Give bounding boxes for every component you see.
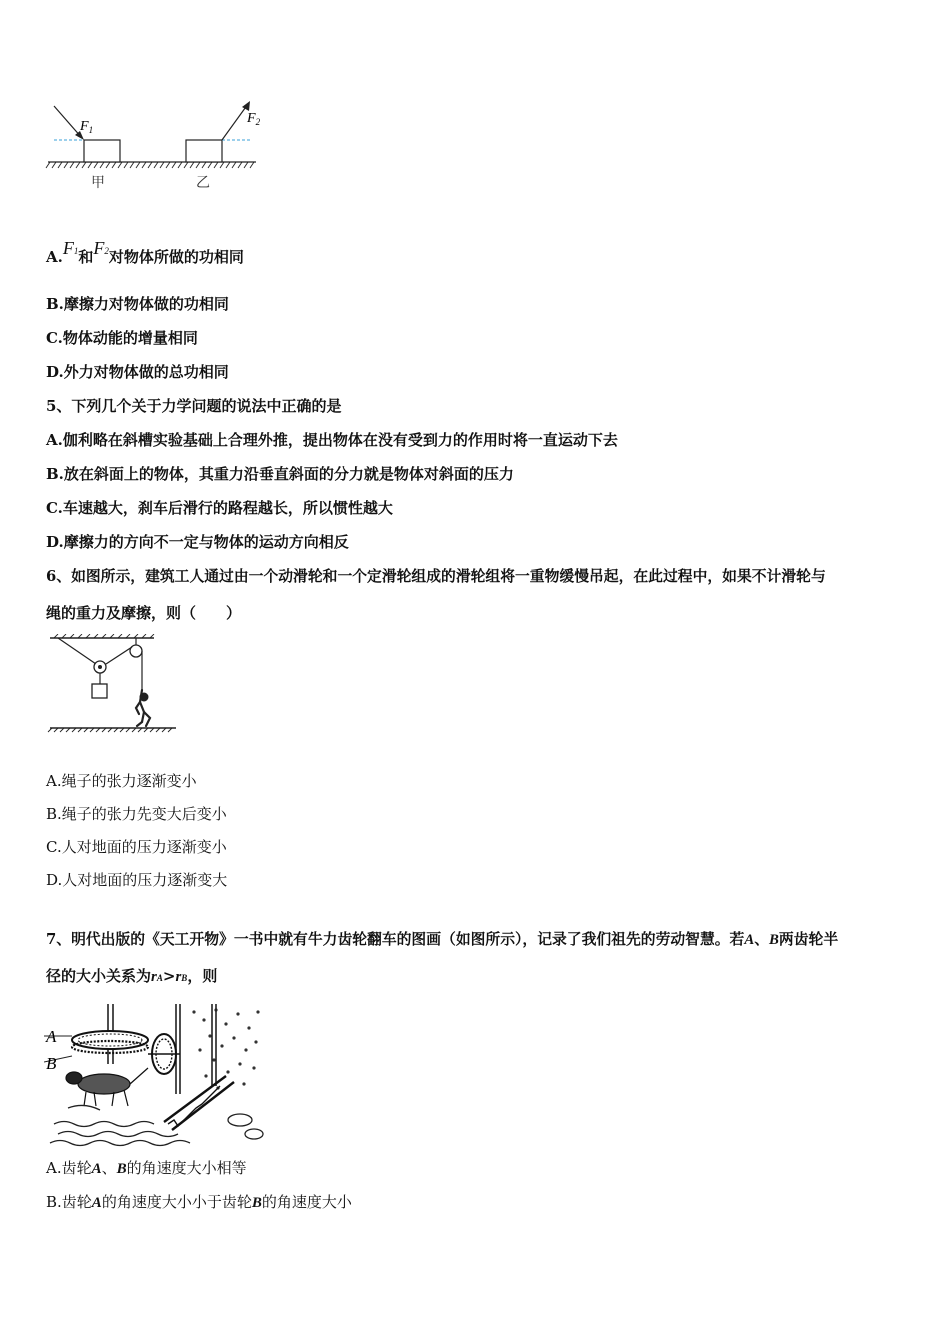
block-yi [186,140,222,162]
label-yi: 乙 [196,176,210,191]
worker-figure [136,690,150,726]
weight-block [92,684,107,698]
pulley-figure [44,634,184,734]
q5-option-a: A.伽利略在斜槽实验基础上合理外推，提出物体在没有受到力的作用时将一直运动下去 [46,431,618,449]
q5-option-b: B.放在斜面上的物体，其重力沿垂直斜面的分力就是物体对斜面的压力 [46,465,514,483]
q4-a-and: 和 [78,248,94,266]
q5-option-c: C.车速越大，刹车后滑行的路程越长，所以惯性越大 [46,499,393,517]
ground-line [46,162,256,168]
gear-waterwheel-figure [44,1002,266,1148]
q4-option-c: C.物体动能的增量相同 [46,329,198,347]
q4-a-f1: F1 [62,238,79,258]
label-f1: $F_1$ [80,119,94,135]
fig-label-b: B [46,1054,57,1073]
q6-option-b: B.绳子的张力先变大后变小 [46,805,227,823]
q4-a-rest: 对物体所做的功相同 [108,248,244,266]
label-f2: $F_2$ [247,111,261,127]
q4-a-prefix: A. [46,248,63,266]
force-diagram-figure [44,96,274,196]
q5-option-d: D.摩擦力的方向不一定与物体的运动方向相反 [46,533,349,551]
fig-label-a: A [46,1027,57,1046]
q6-stem-line2: 绳的重力及摩擦，则（ ） [46,604,242,622]
q6-option-c: C.人对地面的压力逐渐变小 [46,838,227,856]
q7-option-a: A.齿轮A、B的角速度大小相等 [46,1159,247,1177]
block-jia [84,140,120,162]
q4-option-a [46,238,244,269]
q5-stem: 5、下列几个关于力学问题的说法中正确的是 [46,397,342,415]
q6-option-d: D.人对地面的压力逐渐变大 [46,871,228,889]
q7-stem-line1: 7、明代出版的《天工开物》一书中就有牛力齿轮翻车的图画（如图所示），记录了我们祖先的劳动智慧。若A、B两齿轮半 [46,931,839,948]
q4-option-b: B.摩擦力对物体做的功相同 [46,295,229,313]
label-jia: 甲 [91,176,105,191]
q6-option-a: A.绳子的张力逐渐变小 [46,772,197,790]
q4-a-f2: F2 [93,238,109,258]
q6-stem-line1: 6、如图所示，建筑工人通过由一个动滑轮和一个定滑轮组成的滑轮组将一重物缓慢吊起，在此过程中，如果不计滑轮与 [46,568,826,585]
q7-stem-line2: 径的大小关系为rA>rB，则 [46,967,218,985]
q7-option-b: B.齿轮A的角速度大小小于齿轮B的角速度大小 [46,1193,352,1211]
q4-option-d: D.外力对物体做的总功相同 [46,363,229,381]
arrow-f2 [222,101,250,140]
